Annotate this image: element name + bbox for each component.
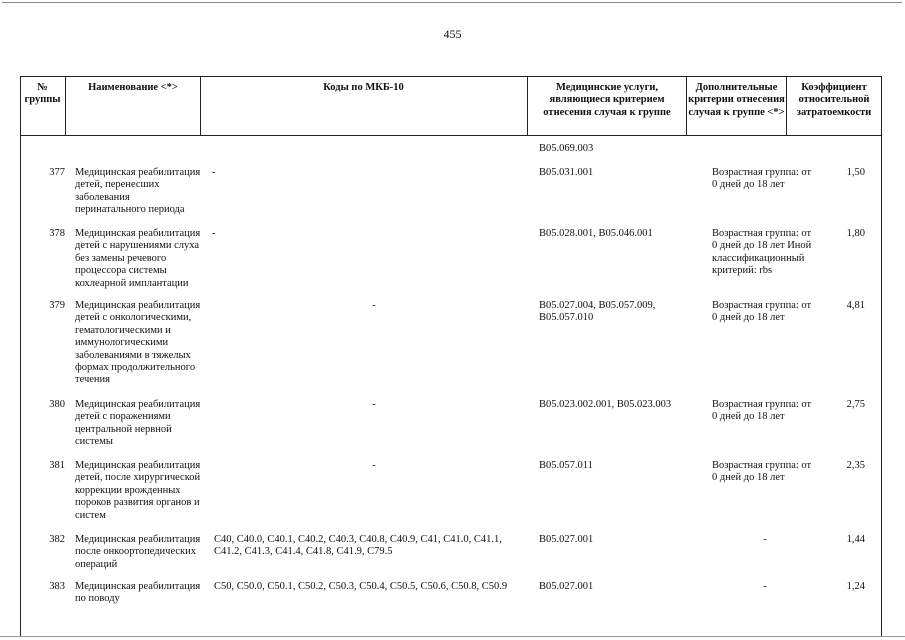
row-extra: -: [763, 534, 767, 545]
row-number: 379: [49, 300, 65, 311]
row-services: B05.027.001: [539, 581, 594, 592]
page-number: 455: [443, 27, 462, 41]
header-name: Наименование <*>: [88, 82, 178, 93]
carryover-service-code: B05.069.003: [539, 143, 594, 154]
row-name: Медицинская реабилитация детей с онкологическими, гематологическими и иммунологическими заболеваниями в тяжелых формах продолжительного течения: [75, 300, 201, 386]
row-icd: C40, C40.0, C40.1, C40.2, C40.3, C40.8, C40.9, C41, C41.0, C41.1, C41.2, C41.3, C41.4, C41.8, C41.9, C79.5: [214, 534, 502, 558]
row-number: 378: [49, 228, 65, 239]
row-number: 381: [49, 460, 65, 471]
header-services: Медицинские услуги, являющиеся критерием отнесения случая к группе: [543, 82, 671, 118]
row-coefficient: 2,35: [846, 460, 865, 471]
row-services: B05.028.001, B05.046.001: [539, 228, 653, 239]
header-divider: [686, 76, 687, 136]
row-number: 377: [49, 167, 65, 178]
row-icd: -: [372, 300, 376, 311]
row-name: Медицинская реабилитация детей, перенесших заболевания перинатального периода: [75, 167, 201, 216]
header-bottom-rule: [20, 135, 881, 136]
scan-top-edge: [2, 2, 902, 3]
header-top-rule: [20, 76, 881, 77]
row-icd: -: [212, 167, 216, 178]
row-number: 380: [49, 399, 65, 410]
row-icd: -: [212, 228, 216, 239]
row-coefficient: 1,44: [846, 534, 865, 545]
row-name: Медицинская реабилитация детей, после хирургической коррекции врожденных пороков развития органов и систем: [75, 460, 201, 521]
row-name: Медицинская реабилитация по поводу: [75, 581, 201, 605]
row-extra: Возрастная группа: от 0 дней до 18 лет: [712, 399, 812, 423]
row-icd: -: [372, 460, 376, 471]
row-coefficient: 2,75: [846, 399, 865, 410]
row-coefficient: 1,50: [846, 167, 865, 178]
row-coefficient: 4,81: [846, 300, 865, 311]
row-extra: -: [763, 581, 767, 592]
row-name: Медицинская реабилитация детей с поражениями центральной нервной системы: [75, 399, 201, 448]
row-name: Медицинская реабилитация после онкоортопедических операций: [75, 534, 201, 570]
row-services: B05.031.001: [539, 167, 594, 178]
row-extra: Возрастная группа: от 0 дней до 18 лет Иной классификационный критерий: rbs: [712, 228, 812, 277]
row-extra: Возрастная группа: от 0 дней до 18 лет: [712, 300, 812, 324]
row-icd: -: [372, 399, 376, 410]
row-services: B05.027.001: [539, 534, 594, 545]
row-number: 383: [49, 581, 65, 592]
row-number: 382: [49, 534, 65, 545]
row-services: B05.023.002.001, B05.023.003: [539, 399, 672, 410]
scan-bottom-edge: [0, 636, 905, 637]
header-group: № группы: [24, 82, 61, 106]
row-name: Медицинская реабилитация детей с нарушениями слуха без замены речевого процессора системы кохлеарной имплантации: [75, 228, 201, 289]
row-coefficient: 1,24: [846, 581, 865, 592]
header-extra: Дополнительные критерии отнесения случая к группе <*>: [688, 82, 785, 118]
row-extra: Возрастная группа: от 0 дней до 18 лет: [712, 167, 812, 191]
row-icd: C50, C50.0, C50.1, C50.2, C50.3, C50.4, C50.5, C50.6, C50.8, C50.9: [214, 581, 508, 592]
row-services: B05.057.011: [539, 460, 593, 471]
header-coefficient: Коэффициент относительной затратоемкости: [796, 82, 872, 118]
row-extra: Возрастная группа: от 0 дней до 18 лет: [712, 460, 812, 484]
row-services: B05.027.004, B05.057.009, B05.057.010: [539, 300, 656, 324]
header-divider: [786, 76, 787, 136]
header-divider: [527, 76, 528, 136]
row-coefficient: 1,80: [846, 228, 865, 239]
header-icd: Коды по МКБ-10: [323, 82, 404, 93]
